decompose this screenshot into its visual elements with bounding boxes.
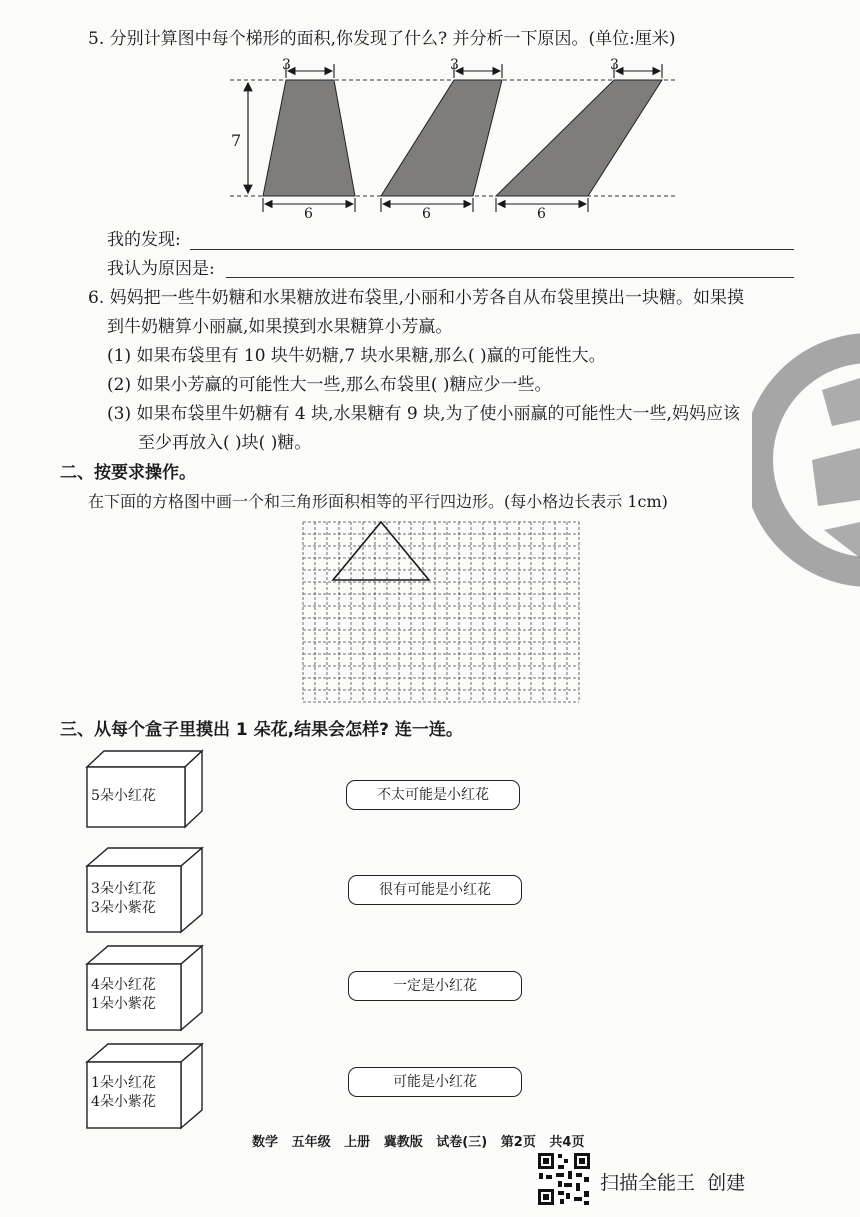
trapezoid-figures (220, 56, 690, 226)
q6-sub3b: 至少再放入( )块( )糖。 (138, 433, 312, 453)
finding-label: 我的发现: (107, 230, 181, 250)
trapezoid-3 (496, 80, 662, 196)
box-2-line2: 3朵小紫花 (91, 900, 156, 916)
page-footer: 数学 五年级 上册 冀教版 试卷(三) 第2页 共4页 (252, 1135, 585, 1150)
top-label-2: 3 (450, 57, 459, 73)
bottom-label-1: 6 (304, 206, 313, 222)
top-label-1: 3 (282, 57, 291, 73)
section2-instruction: 在下面的方格图中画一个和三角形面积相等的平行四边形。(每小格边长表示 1cm) (88, 492, 668, 511)
box-2-line1: 3朵小红花 (91, 881, 156, 897)
box-4-line1: 1朵小红花 (91, 1075, 156, 1091)
top-label-3: 3 (610, 57, 619, 73)
box-4-line2: 4朵小紫花 (91, 1094, 156, 1110)
option-possible[interactable]: 可能是小红花 (348, 1067, 522, 1097)
q6-sub3a: (3) 如果布袋里牛奶糖有 4 块,水果糖有 9 块,为了使小丽赢的可能性大一些,妈妈应该 (107, 404, 740, 424)
reason-answer-line[interactable] (226, 277, 794, 278)
bottom-label-3: 6 (537, 206, 546, 222)
scanner-watermark: 扫描全能王 创建 (600, 1172, 746, 1194)
reference-triangle (333, 522, 429, 580)
box-3-line2: 1朵小紫花 (91, 996, 156, 1012)
qr-code-icon (536, 1151, 592, 1207)
reason-label: 我认为原因是: (107, 259, 215, 279)
finding-answer-line[interactable] (190, 249, 794, 250)
bottom-label-2: 6 (422, 206, 431, 222)
box-1-line1: 5朵小红花 (91, 788, 156, 804)
dotted-grid[interactable] (300, 518, 586, 710)
height-label: 7 (231, 131, 242, 150)
q6-sub1: (1) 如果布袋里有 10 块牛奶糖,7 块水果糖,那么( )赢的可能性大。 (107, 346, 606, 366)
trapezoid-1 (263, 80, 355, 196)
q6-line1: 6. 妈妈把一些牛奶糖和水果糖放进布袋里,小丽和小芳各自从布袋里摸出一块糖。如果摸 (88, 288, 745, 308)
option-very-likely[interactable]: 很有可能是小红花 (348, 875, 522, 905)
trapezoid-2 (381, 80, 502, 196)
option-certain[interactable]: 一定是小红花 (348, 971, 522, 1001)
section2-heading: 二、按要求操作。 (60, 463, 196, 483)
q6-sub2: (2) 如果小芳赢的可能性大一些,那么布袋里( )糖应少一些。 (107, 375, 552, 395)
q6-line2: 到牛奶糖算小丽赢,如果摸到水果糖算小芳赢。 (107, 317, 453, 337)
box-3-line1: 4朵小红花 (91, 977, 156, 993)
section3-heading: 三、从每个盒子里摸出 1 朵花,结果会怎样? 连一连。 (60, 720, 463, 740)
q5-prompt: 5. 分别计算图中每个梯形的面积,你发现了什么? 并分析一下原因。(单位:厘米) (88, 29, 676, 49)
stamp-seal (752, 330, 860, 590)
option-unlikely[interactable]: 不太可能是小红花 (346, 780, 520, 810)
